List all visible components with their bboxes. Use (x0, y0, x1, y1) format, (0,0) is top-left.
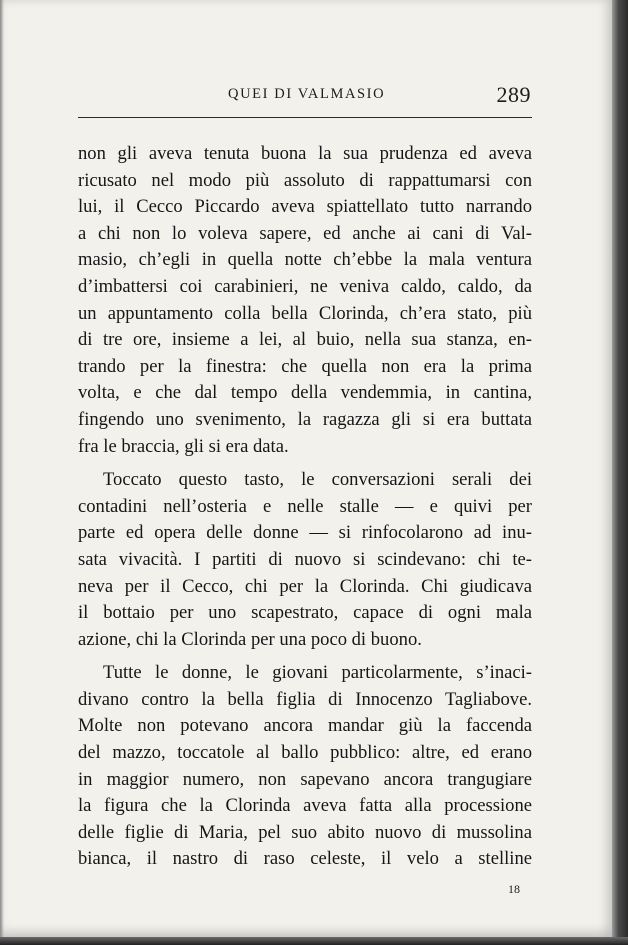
body-text (78, 141, 532, 873)
text-line: contadini nell’osteria e nelle stalle — e quivi per (78, 495, 532, 517)
text-line: trando per la finestra: che quella non era la prima (78, 355, 532, 377)
text-line: neva per il Cecco, chi per la Clorinda. Chi giudicava (78, 575, 532, 597)
text-line: d’imbattersi coi carabinieri, ne veniva caldo, caldo, da (78, 275, 532, 297)
paragraph-gap (78, 460, 532, 467)
text-line: bianca, il nastro di raso celeste, il velo a stelline (78, 848, 532, 870)
text-line: Tutte le donne, le giovani particolarmente, s’inaci- (103, 662, 532, 684)
text-line: divano contro la bella figlia di Innocenzo Tagliabove. (78, 688, 532, 710)
page-left-edge (0, 0, 4, 937)
text-line: masio, ch’egli in quella notte ch’ebbe la mala ventura (78, 249, 532, 271)
text-line: parte ed opera delle donne — si rinfocolarono ad inu- (78, 522, 532, 544)
text-line: non gli aveva tenuta buona la sua prudenza ed aveva (78, 143, 532, 164)
page-number: 289 (496, 82, 531, 107)
text-line: a chi non lo voleva sapere, ed anche ai cani di Val- (78, 222, 532, 244)
text-line: la figura che la Clorinda aveva fatta alla processione (78, 795, 532, 817)
page-right-edge-shadow (612, 0, 628, 945)
text-line: in maggior numero, non sapevano ancora trangugiare (78, 768, 532, 790)
text-line: fra le braccia, gli si era data. (78, 435, 289, 457)
text-line: fingendo uno svenimento, la ragazza gli si era buttata (78, 408, 532, 430)
running-title: QUEI DI VALMASIO (228, 86, 386, 102)
text-line: delle figlie di Maria, pel suo abito nuovo di mussolina (78, 821, 532, 843)
text-line: un appuntamento colla bella Clorinda, ch’era stato, più (78, 302, 532, 324)
paragraph-gap (78, 653, 532, 660)
text-line: il bottaio per uno scapestrato, capace di ogni mala (78, 602, 532, 624)
text-line: volta, e che dal tempo della vendemmia, in cantina, (78, 382, 532, 404)
text-line: del mazzo, toccatole al ballo pubblico: altre, ed erano (78, 742, 532, 764)
text-line: Molte non potevano ancora mandar giù la faccenda (78, 715, 532, 737)
text-line: ricusato nel modo più assoluto di rappattumarsi con (78, 169, 532, 191)
text-line: lui, il Cecco Piccardo aveva spiattellato tutto narrando (78, 196, 532, 218)
text-line: sata vivacità. I partiti di nuovo si scindevano: chi te- (78, 548, 532, 570)
header-rule (78, 117, 532, 118)
page-header (78, 82, 533, 108)
text-line: Toccato questo tasto, le conversazioni serali dei (103, 469, 532, 491)
page-bottom-edge-shadow (0, 937, 628, 945)
text-line: azione, chi la Clorinda per una poco di buono. (78, 628, 422, 650)
signature-mark: 18 (508, 882, 520, 896)
text-line: di tre ore, insieme a lei, al buio, nella sua stanza, en- (78, 329, 532, 351)
